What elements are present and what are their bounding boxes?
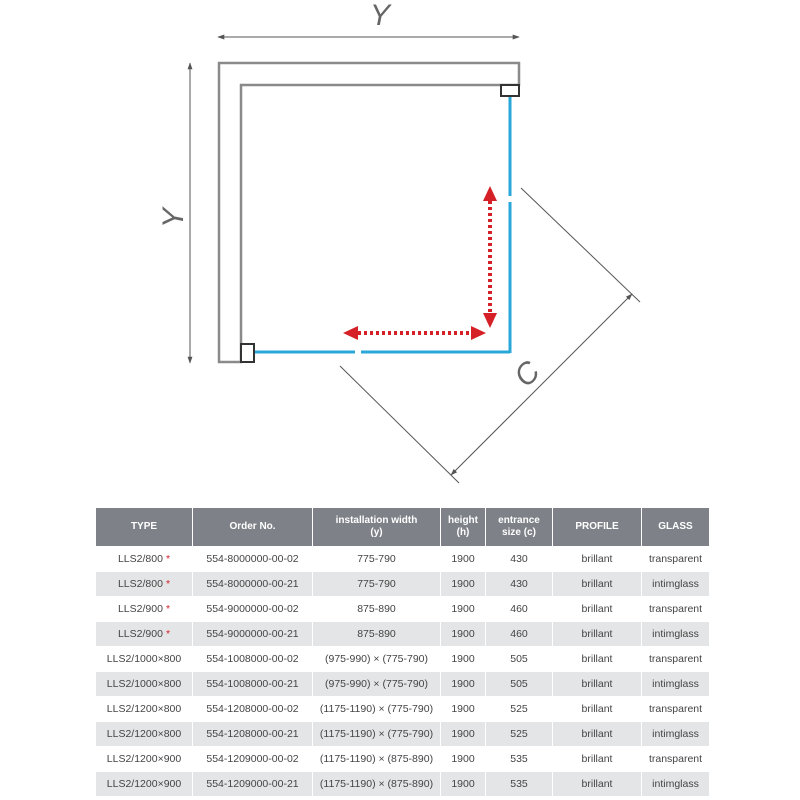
cell-order xyxy=(193,546,313,571)
cell-type-value: LLS2/1000×800 xyxy=(106,653,182,665)
cell-height xyxy=(441,746,486,771)
cell-order xyxy=(193,771,313,796)
column-header-entrance-size xyxy=(486,508,553,546)
cell-entrance xyxy=(486,571,553,596)
cell-profile xyxy=(553,621,642,646)
table-row xyxy=(96,671,709,696)
cell-type-value: LLS2/900 xyxy=(117,603,163,615)
cell-glass-value: intimglass xyxy=(652,628,699,640)
cell-profile-value: brillant xyxy=(581,678,613,690)
cell-glass-value: transparent xyxy=(648,703,703,715)
column-header-profile xyxy=(553,508,642,546)
cell-width-value: (1175-1190) × (775-790) xyxy=(319,728,434,740)
cell-order-value: 554-8000000-00-21 xyxy=(206,578,299,590)
top-dimension-label: Y xyxy=(369,0,391,32)
table-row xyxy=(96,646,709,671)
cell-type-value: LLS2/1200×800 xyxy=(106,728,182,740)
cell-width-value: (1175-1190) × (775-790) xyxy=(319,703,434,715)
cell-entrance-value: 525 xyxy=(510,728,528,740)
column-header-height xyxy=(441,508,486,546)
cell-order-value: 554-1008000-00-02 xyxy=(206,653,299,665)
cell-profile xyxy=(553,671,642,696)
cell-height-value: 1900 xyxy=(451,703,475,715)
cell-order xyxy=(193,596,313,621)
cell-glass xyxy=(642,771,709,796)
star-mark: * xyxy=(165,603,171,615)
column-header-type xyxy=(96,508,193,546)
cell-type xyxy=(96,696,193,721)
cell-type-value: LLS2/900 xyxy=(117,628,163,640)
cell-entrance xyxy=(486,646,553,671)
cell-type-value: LLS2/1200×900 xyxy=(106,753,182,765)
cell-type-value: LLS2/800 xyxy=(117,553,163,565)
diagonal-dimension-label: C xyxy=(507,354,547,394)
cell-width xyxy=(313,721,441,746)
cell-entrance-value: 525 xyxy=(510,703,528,715)
star-mark: * xyxy=(165,553,171,565)
cell-glass xyxy=(642,571,709,596)
cell-entrance xyxy=(486,621,553,646)
column-header-order-no xyxy=(193,508,313,546)
cell-width-value: (975-990) × (775-790) xyxy=(324,653,429,665)
cell-profile-value: brillant xyxy=(581,578,613,590)
cell-entrance xyxy=(486,671,553,696)
cell-entrance-value: 460 xyxy=(510,628,528,640)
cell-height xyxy=(441,771,486,796)
cell-order xyxy=(193,671,313,696)
cell-profile xyxy=(553,596,642,621)
diagonal-dimension-line xyxy=(451,294,632,475)
cell-profile-value: brillant xyxy=(581,653,613,665)
column-header-installation-width xyxy=(313,508,441,546)
cell-profile-value: brillant xyxy=(581,553,613,565)
cell-entrance-value: 460 xyxy=(510,603,528,615)
cell-width xyxy=(313,696,441,721)
wall-frame xyxy=(219,63,519,362)
diag-extension-lower xyxy=(340,366,459,483)
cell-profile-value: brillant xyxy=(581,603,613,615)
star-mark: * xyxy=(165,578,171,590)
cell-type xyxy=(96,721,193,746)
cell-height-value: 1900 xyxy=(451,728,475,740)
sliding-arrow-horizontal-head-right xyxy=(471,326,486,340)
cell-width-value: 775-790 xyxy=(357,553,396,565)
cell-type-value: LLS2/1000×800 xyxy=(106,678,182,690)
cell-width xyxy=(313,621,441,646)
cell-glass-value: intimglass xyxy=(652,578,699,590)
table-row xyxy=(96,746,709,771)
cell-profile-value: brillant xyxy=(581,628,613,640)
cell-width-value: 875-890 xyxy=(357,603,396,615)
cell-height xyxy=(441,646,486,671)
cell-width xyxy=(313,646,441,671)
cell-type xyxy=(96,771,193,796)
wall-profile-top-right xyxy=(501,85,519,96)
column-header-line1: height xyxy=(448,515,478,526)
cell-entrance xyxy=(486,771,553,796)
column-header-line2: (h) xyxy=(456,527,470,538)
cell-glass-value: transparent xyxy=(648,753,703,765)
column-header-line2: size (c) xyxy=(502,527,536,538)
cell-type xyxy=(96,646,193,671)
cell-width-value: 875-890 xyxy=(357,628,396,640)
cell-height-value: 1900 xyxy=(451,653,475,665)
cell-height xyxy=(441,571,486,596)
cell-entrance xyxy=(486,546,553,571)
cell-order xyxy=(193,621,313,646)
column-header-line1: installation width xyxy=(335,515,418,526)
table-row xyxy=(96,696,709,721)
cell-height xyxy=(441,596,486,621)
table-header-row xyxy=(96,508,709,546)
cell-glass xyxy=(642,546,709,571)
cell-type-value: LLS2/1200×900 xyxy=(106,778,182,790)
cell-width xyxy=(313,596,441,621)
cell-entrance-value: 505 xyxy=(510,653,528,665)
cell-height xyxy=(441,696,486,721)
cell-entrance-value: 535 xyxy=(510,778,528,790)
cell-height-value: 1900 xyxy=(451,553,475,565)
cell-glass-value: intimglass xyxy=(652,728,699,740)
cell-width-value: (975-990) × (775-790) xyxy=(324,678,429,690)
cell-height-value: 1900 xyxy=(451,753,475,765)
cell-width xyxy=(313,746,441,771)
cell-height xyxy=(441,671,486,696)
cell-glass-value: transparent xyxy=(648,553,703,565)
specification-table xyxy=(96,508,709,796)
cell-order xyxy=(193,746,313,771)
cell-entrance xyxy=(486,596,553,621)
cell-glass xyxy=(642,746,709,771)
cell-height-value: 1900 xyxy=(451,578,475,590)
cell-entrance-value: 535 xyxy=(510,753,528,765)
cell-order xyxy=(193,721,313,746)
cell-height xyxy=(441,621,486,646)
cell-width-value: (1175-1190) × (875-890) xyxy=(319,753,434,765)
table-row xyxy=(96,771,709,796)
left-dimension-label: Y xyxy=(157,207,190,229)
cell-type xyxy=(96,571,193,596)
cell-entrance xyxy=(486,721,553,746)
column-header-glass xyxy=(642,508,709,546)
cell-profile-value: brillant xyxy=(581,728,613,740)
cell-glass-value: intimglass xyxy=(652,678,699,690)
cell-type-value: LLS2/1200×800 xyxy=(106,703,182,715)
cell-order-value: 554-1209000-00-02 xyxy=(206,753,299,765)
sliding-arrow-horizontal-head-left xyxy=(343,326,358,340)
cell-order-value: 554-8000000-00-02 xyxy=(206,553,299,565)
cell-glass xyxy=(642,621,709,646)
cell-type xyxy=(96,546,193,571)
cell-glass-value: transparent xyxy=(648,653,703,665)
diag-extension-upper xyxy=(521,188,640,302)
cell-type xyxy=(96,746,193,771)
cell-entrance-value: 430 xyxy=(510,553,528,565)
cell-width xyxy=(313,671,441,696)
cell-profile xyxy=(553,696,642,721)
cell-width-value: 775-790 xyxy=(357,578,396,590)
cell-entrance xyxy=(486,696,553,721)
cell-glass xyxy=(642,671,709,696)
column-header-line1: GLASS xyxy=(658,521,693,532)
cell-profile xyxy=(553,746,642,771)
cell-order xyxy=(193,696,313,721)
cell-profile-value: brillant xyxy=(581,778,613,790)
table-row xyxy=(96,546,709,571)
cell-width xyxy=(313,571,441,596)
cell-order xyxy=(193,571,313,596)
cell-height-value: 1900 xyxy=(451,628,475,640)
cell-profile xyxy=(553,646,642,671)
table-body xyxy=(96,546,709,796)
column-header-line1: TYPE xyxy=(130,521,158,532)
column-header-line2: (y) xyxy=(370,527,383,538)
cell-type xyxy=(96,596,193,621)
cell-height xyxy=(441,546,486,571)
cell-order-value: 554-9000000-00-21 xyxy=(206,628,299,640)
cell-entrance xyxy=(486,746,553,771)
cell-height-value: 1900 xyxy=(451,778,475,790)
cell-profile-value: brillant xyxy=(581,753,613,765)
cell-entrance-value: 430 xyxy=(510,578,528,590)
cell-height-value: 1900 xyxy=(451,678,475,690)
cell-glass xyxy=(642,721,709,746)
column-header-line1: entrance xyxy=(498,515,540,526)
cell-width-value: (1175-1190) × (875-890) xyxy=(319,778,434,790)
cell-order xyxy=(193,646,313,671)
cell-entrance-value: 505 xyxy=(510,678,528,690)
cell-profile xyxy=(553,721,642,746)
cell-glass xyxy=(642,646,709,671)
cell-height-value: 1900 xyxy=(451,603,475,615)
cell-type xyxy=(96,621,193,646)
table-row xyxy=(96,621,709,646)
cell-glass xyxy=(642,696,709,721)
cell-glass-value: intimglass xyxy=(652,778,699,790)
wall-profile-bottom-left xyxy=(241,344,254,362)
cell-glass xyxy=(642,596,709,621)
column-header-line1: Order No. xyxy=(229,521,276,532)
cell-height xyxy=(441,721,486,746)
cell-profile xyxy=(553,771,642,796)
cell-profile-value: brillant xyxy=(581,703,613,715)
cell-order-value: 554-1008000-00-21 xyxy=(206,678,299,690)
cell-order-value: 554-9000000-00-02 xyxy=(206,603,299,615)
cell-glass-value: transparent xyxy=(648,603,703,615)
table-row xyxy=(96,596,709,621)
cell-profile xyxy=(553,546,642,571)
cell-width xyxy=(313,546,441,571)
cell-order-value: 554-1208000-00-21 xyxy=(206,728,299,740)
cell-width xyxy=(313,771,441,796)
sliding-arrow-vertical-head-bottom xyxy=(483,313,497,328)
cell-profile xyxy=(553,571,642,596)
cell-order-value: 554-1209000-00-21 xyxy=(206,778,299,790)
cell-type-value: LLS2/800 xyxy=(117,578,163,590)
sliding-arrow-vertical-head-top xyxy=(483,186,497,201)
cell-type xyxy=(96,671,193,696)
cell-order-value: 554-1208000-00-02 xyxy=(206,703,299,715)
column-header-line1: PROFILE xyxy=(575,521,619,532)
star-mark: * xyxy=(165,628,171,640)
table-row xyxy=(96,721,709,746)
table-row xyxy=(96,571,709,596)
